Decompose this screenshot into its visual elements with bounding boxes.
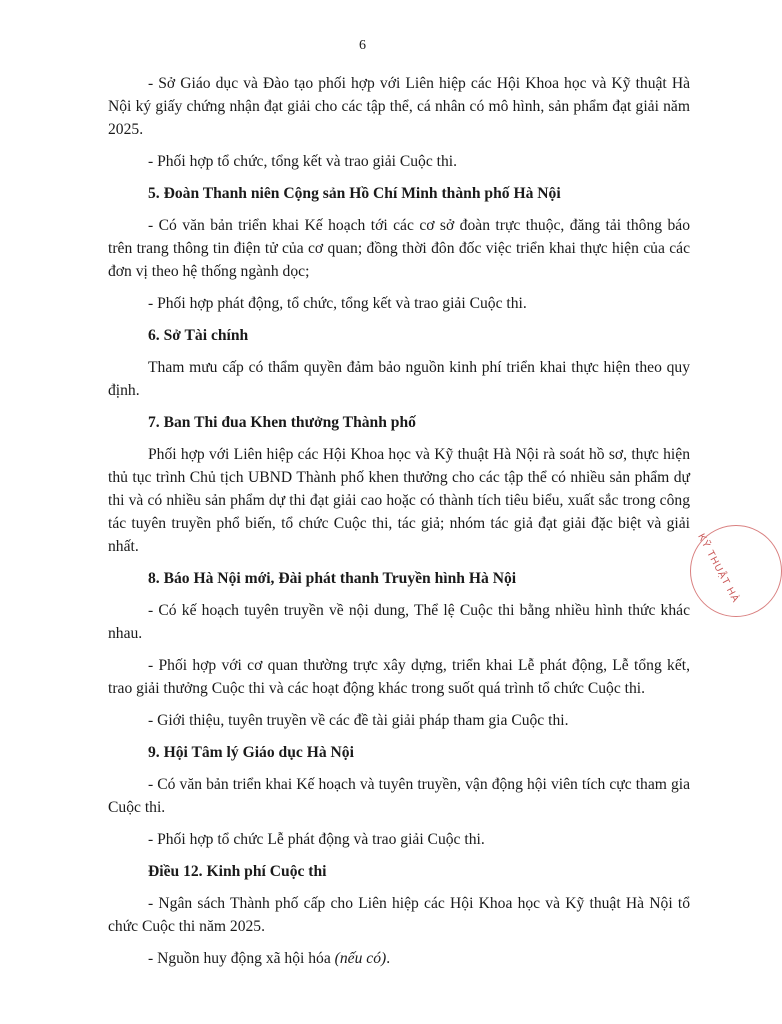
last-paragraph-italic: (nếu có) [334,950,387,967]
last-paragraph-text: - Nguồn huy động xã hội hóa [148,950,335,967]
page-number: 6 [359,38,366,53]
paragraph: - Giới thiệu, tuyên truyền về các đề tài giải pháp tham gia Cuộc thi. [148,712,569,729]
paragraph: - Phối hợp tổ chức Lễ phát động và trao giải Cuộc thi. [148,831,485,848]
paragraph: - Phối hợp phát động, tổ chức, tổng kết và trao giải Cuộc thi. [148,295,527,312]
paragraph: - Có văn bản triển khai Kế hoạch và tuyên truyền, vận động hội viên tích cực tham gia Cuộc thi. [108,776,690,816]
paragraph: - Sở Giáo dục và Đào tạo phối hợp với Liên hiệp các Hội Khoa học và Kỹ thuật Hà Nội ký giấy chứng nhận đạt giải cho các tập thể, cá nhân có mô hình, sản phẩm đạt giải năm 2025. [108,75,690,138]
seal-stamp [690,525,782,617]
section-heading: 8. Báo Hà Nội mới, Đài phát thanh Truyền hình Hà Nội [148,570,517,587]
section-heading: 5. Đoàn Thanh niên Cộng sản Hồ Chí Minh thành phố Hà Nội [148,185,561,202]
paragraph: - Có văn bản triển khai Kế hoạch tới các cơ sở đoàn trực thuộc, đăng tải thông báo trên trang thông tin điện tử của cơ quan; đồng thời đôn đốc việc triển khai thực hiện của các đơn vị theo hệ thống ngành dọc; [108,217,690,280]
last-paragraph-suffix: . [386,950,391,967]
paragraph: - Có kế hoạch tuyên truyền về nội dung, Thể lệ Cuộc thi bằng nhiều hình thức khác nhau. [108,602,690,642]
stamp-text: KỸ THUẬT HÀ [695,532,742,605]
paragraph: - Phối hợp với cơ quan thường trực xây dựng, triển khai Lễ phát động, Lễ tổng kết, trao giải thưởng Cuộc thi và các hoạt động khác trong suốt quá trình tổ chức Cuộc thi. [108,657,690,697]
document-body [108,72,690,979]
paragraph: Tham mưu cấp có thẩm quyền đảm bảo nguồn kinh phí triển khai thực hiện theo quy định. [108,359,690,399]
paragraph: Phối hợp với Liên hiệp các Hội Khoa học và Kỹ thuật Hà Nội rà soát hồ sơ, thực hiện thủ tục trình Chủ tịch UBND Thành phố khen thưởng cho các tập thể có nhiều sản phẩm dự thi và có nhiều sản phẩm dự thi đạt giải cao hoặc có thành tích tiêu biểu, xuất sắc trong công tác tuyên truyền phổ biến, tổ chức Cuộc thi, tác giả; nhóm tác giả đạt giải đặc biệt và giải nhất. [108,446,690,555]
section-heading: 6. Sở Tài chính [148,327,249,344]
section-heading: 9. Hội Tâm lý Giáo dục Hà Nội [148,744,354,761]
article-heading: Điều 12. Kinh phí Cuộc thi [148,863,327,880]
paragraph-last [108,947,690,970]
paragraph: - Ngân sách Thành phố cấp cho Liên hiệp các Hội Khoa học và Kỹ thuật Hà Nội tổ chức Cuộc thi năm 2025. [108,895,690,935]
section-heading: 7. Ban Thi đua Khen thưởng Thành phố [148,414,416,431]
paragraph: - Phối hợp tổ chức, tổng kết và trao giải Cuộc thi. [148,153,458,170]
